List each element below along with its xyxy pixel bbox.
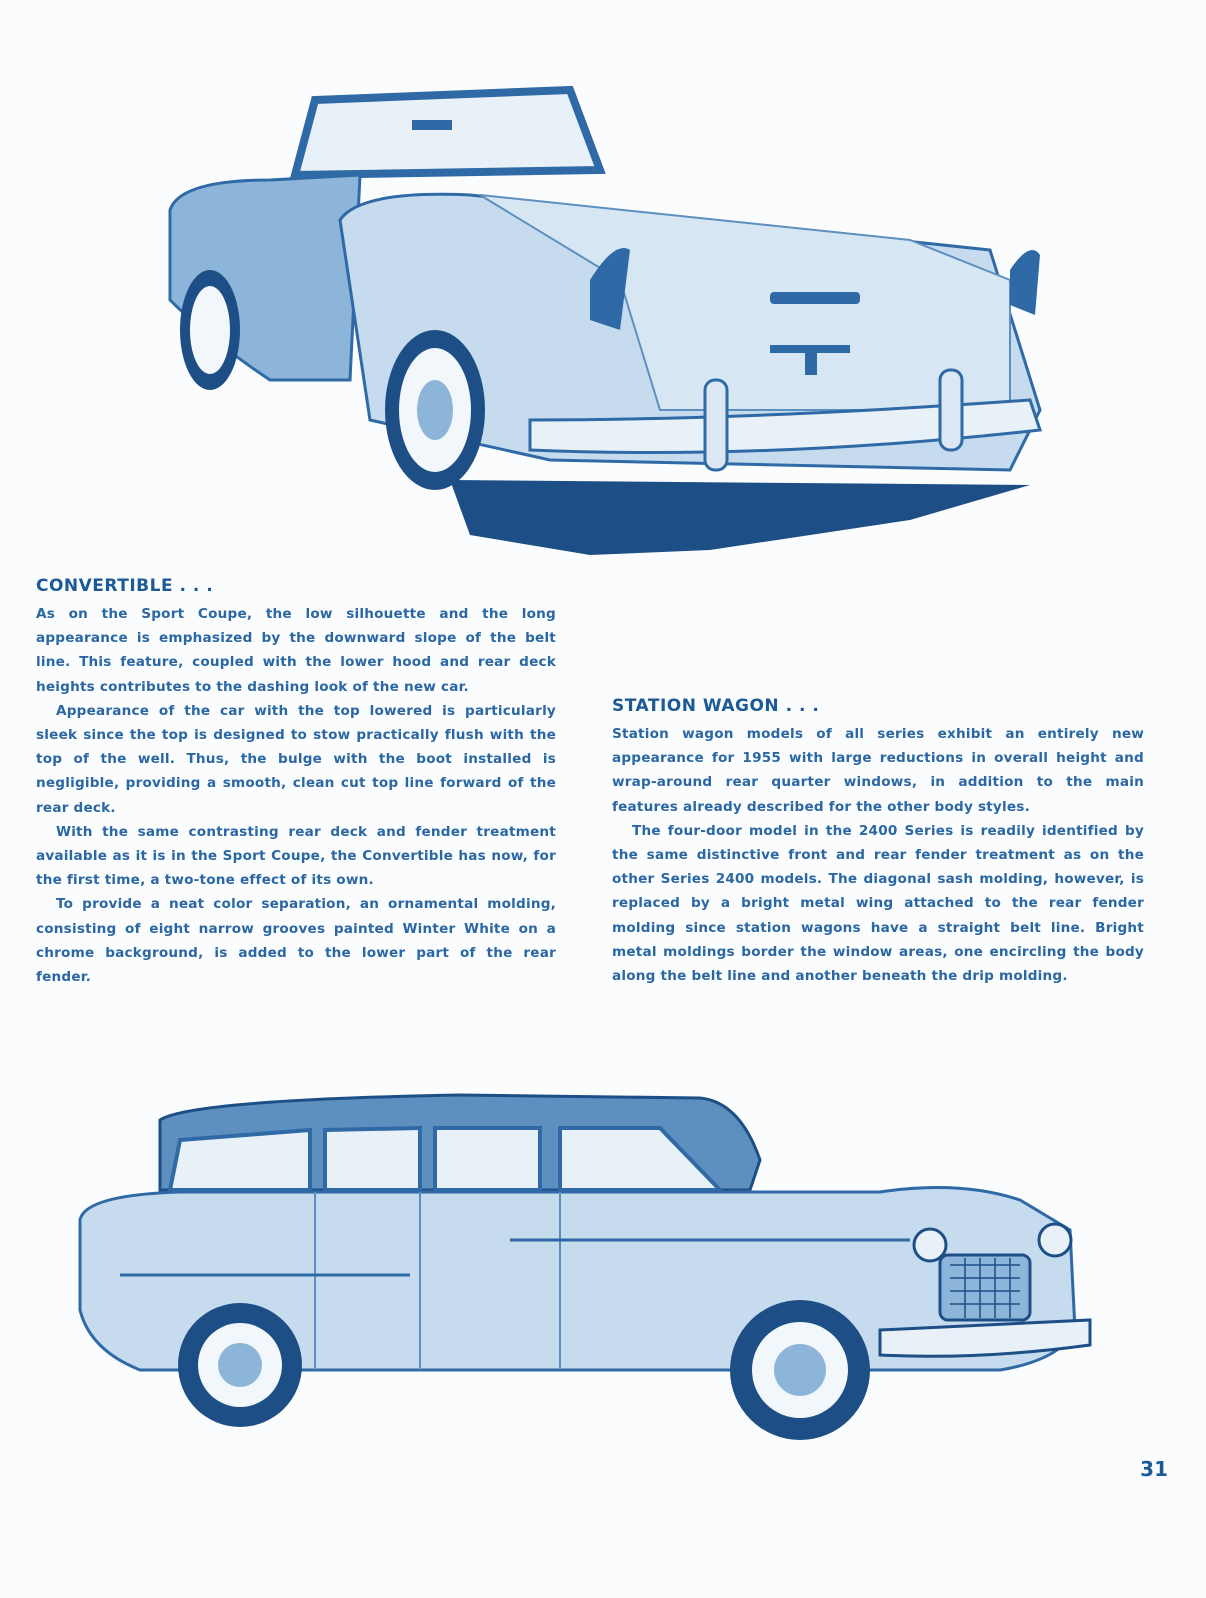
station-wagon-photo (60, 1080, 1120, 1440)
station-wagon-headlight-right (1039, 1224, 1071, 1256)
convertible-tail-light-right (1010, 250, 1040, 315)
convertible-paragraph-3: With the same contrasting rear deck and fender treatment available as it is in the Sport Coupe, the Convertible has now, for the first time, a two-tone effect of its own. (36, 823, 556, 889)
convertible-shadow (450, 480, 1030, 555)
convertible-section (36, 576, 556, 989)
station-wagon-windows (170, 1128, 720, 1190)
convertible-heading: CONVERTIBLE . . . (36, 576, 214, 596)
convertible-paragraph-4: To provide a neat color separation, an ornamental molding, consisting of eight narrow grooves painted Winter White on a chrome background, is added to the lower part of the rear fender. (36, 896, 556, 986)
convertible-paragraph-1: As on the Sport Coupe, the low silhouette and the long appearance is emphasized by the downward slope of the belt line. This feature, coupled with the lower hood and rear deck heights contributes to the dashing look of the new car. (36, 606, 556, 695)
page-number: 31 (1140, 1457, 1168, 1481)
station-wagon-headlight-left (914, 1229, 946, 1261)
convertible-photo (150, 80, 1050, 570)
convertible-paragraph-2: Appearance of the car with the top lowered is particularly sleek since the top is designed to stow practically flush with the top of the well. Thus, the bulge with the boot installed is negligible, providing a smooth, clean cut top line forward of the rear deck. (36, 702, 556, 816)
convertible-windshield (295, 90, 600, 175)
station-wagon-heading: STATION WAGON . . . (612, 696, 820, 716)
station-wagon-paragraph-1: Station wagon models of all series exhibit an entirely new appearance for 1955 with large reductions in overall height and wrap-around rear quarter windows, in addition to the main features already described for the other body styles. (612, 726, 1144, 815)
station-wagon-section (612, 696, 1144, 988)
station-wagon-paragraph-2: The four-door model in the 2400 Series is readily identified by the same distinctive front and rear fender treatment as on the other Series 2400 models. The diagonal sash molding, however, is replaced by a bright metal wing attached to the rear fender molding since station wagons have a straight belt line. Bright metal moldings border the window areas, one encircling the body along the belt line and another beneath the drip molding. (612, 822, 1144, 985)
